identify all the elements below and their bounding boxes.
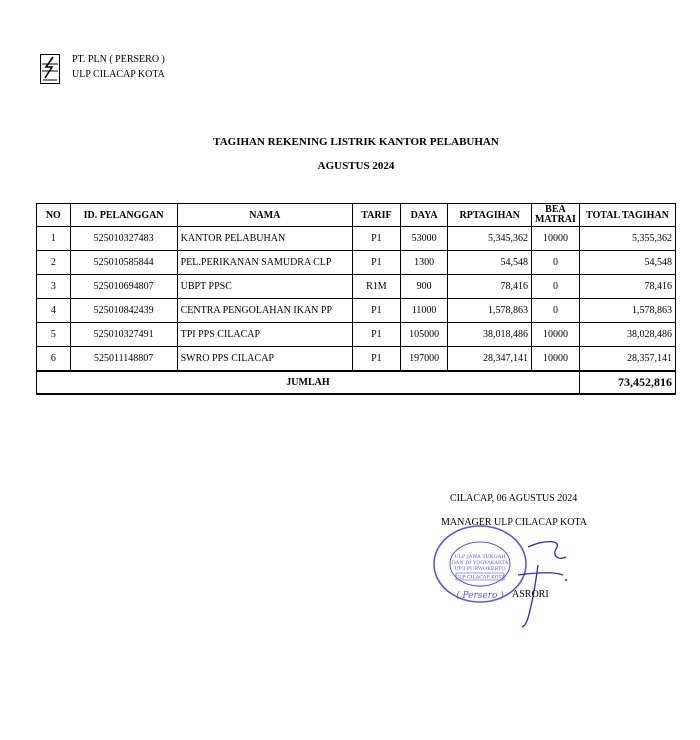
table-row xyxy=(37,275,676,299)
cell-bea: 0 xyxy=(531,251,579,275)
total-amount: 73,452,816 xyxy=(579,371,675,394)
header-nama: NAMA xyxy=(177,204,352,227)
total-label: JUMLAH xyxy=(37,371,580,394)
unit-name: ULP CILACAP KOTA xyxy=(72,69,165,80)
cell-tarif: P1 xyxy=(353,323,401,347)
svg-text:DAN DI YOGYAKARTA: DAN DI YOGYAKARTA xyxy=(451,560,509,566)
table-row xyxy=(37,227,676,251)
document-period: AGUSTUS 2024 xyxy=(317,160,395,172)
cell-tarif: R1M xyxy=(353,275,401,299)
cell-no: 2 xyxy=(37,251,71,275)
cell-rptagihan: 38,018,486 xyxy=(448,323,532,347)
cell-rptagihan: 28,347,141 xyxy=(448,347,532,372)
cell-bea: 0 xyxy=(531,275,579,299)
header-bea-line1: BEA xyxy=(545,204,566,215)
billing-table xyxy=(36,203,676,395)
cell-id: 525010327491 xyxy=(70,323,177,347)
header-id: ID. PELANGGAN xyxy=(70,204,177,227)
cell-total: 1,578,863 xyxy=(579,299,675,323)
cell-total: 38,028,486 xyxy=(579,323,675,347)
cell-nama: KANTOR PELABUHAN xyxy=(177,227,352,251)
cell-nama: UBPT PPSC xyxy=(177,275,352,299)
table-row xyxy=(37,347,676,372)
cell-id: 525010842439 xyxy=(70,299,177,323)
svg-text:( Persero ): ( Persero ) xyxy=(456,591,504,601)
header-bea-matrai xyxy=(531,204,579,227)
signature-name: ASRORI xyxy=(512,589,549,600)
cell-id: 525010585844 xyxy=(70,251,177,275)
header-no: NO xyxy=(37,204,71,227)
cell-no: 6 xyxy=(37,347,71,372)
svg-text:ULP JAWA TENGAH: ULP JAWA TENGAH xyxy=(454,554,506,560)
cell-id: 525010327483 xyxy=(70,227,177,251)
cell-tarif: P1 xyxy=(353,227,401,251)
company-name: PT. PLN ( PERSERO ) xyxy=(72,54,165,65)
cell-rptagihan: 5,345,362 xyxy=(448,227,532,251)
cell-no: 3 xyxy=(37,275,71,299)
cell-nama: PEL.PERIKANAN SAMUDRA CLP xyxy=(177,251,352,275)
header-rptagihan: RPTAGIHAN xyxy=(448,204,532,227)
header-daya: DAYA xyxy=(400,204,448,227)
cell-bea: 10000 xyxy=(531,227,579,251)
table-row xyxy=(37,251,676,275)
svg-text:UP3 PURWOKERTO: UP3 PURWOKERTO xyxy=(454,566,506,572)
signature-place-date: CILACAP, 06 AGUSTUS 2024 xyxy=(450,493,578,504)
handwritten-signature-icon xyxy=(508,535,588,630)
cell-bea: 10000 xyxy=(531,323,579,347)
cell-total: 5,355,362 xyxy=(579,227,675,251)
cell-daya: 1300 xyxy=(400,251,448,275)
cell-daya: 900 xyxy=(400,275,448,299)
cell-nama: CENTRA PENGOLAHAN IKAN PP xyxy=(177,299,352,323)
svg-text:ULP CILACAP KOTA: ULP CILACAP KOTA xyxy=(455,575,505,581)
cell-daya: 197000 xyxy=(400,347,448,372)
header-tarif: TARIF xyxy=(353,204,401,227)
table-row xyxy=(37,299,676,323)
cell-no: 1 xyxy=(37,227,71,251)
cell-nama: SWRO PPS CILACAP xyxy=(177,347,352,372)
total-row xyxy=(37,371,676,394)
cell-id: 525010694807 xyxy=(70,275,177,299)
signature-position: MANAGER ULP CILACAP KOTA xyxy=(441,517,587,528)
table-row xyxy=(37,323,676,347)
cell-total: 54,548 xyxy=(579,251,675,275)
cell-daya: 11000 xyxy=(400,299,448,323)
cell-total: 78,416 xyxy=(579,275,675,299)
cell-bea: 0 xyxy=(531,299,579,323)
cell-no: 4 xyxy=(37,299,71,323)
company-header xyxy=(72,52,165,82)
table-header-row xyxy=(37,204,676,227)
cell-rptagihan: 54,548 xyxy=(448,251,532,275)
cell-no: 5 xyxy=(37,323,71,347)
cell-daya: 105000 xyxy=(400,323,448,347)
document-title: TAGIHAN REKENING LISTRIK KANTOR PELABUHAN xyxy=(213,136,499,148)
header-bea-line2: MATRAI xyxy=(534,214,576,225)
cell-tarif: P1 xyxy=(353,347,401,372)
header-total: TOTAL TAGIHAN xyxy=(579,204,675,227)
cell-tarif: P1 xyxy=(353,251,401,275)
cell-rptagihan: 78,416 xyxy=(448,275,532,299)
cell-total: 28,357,141 xyxy=(579,347,675,372)
cell-bea: 10000 xyxy=(531,347,579,372)
cell-rptagihan: 1,578,863 xyxy=(448,299,532,323)
cell-daya: 53000 xyxy=(400,227,448,251)
cell-id: 525011148807 xyxy=(70,347,177,372)
cell-nama: TPI PPS CILACAP xyxy=(177,323,352,347)
pln-logo-icon xyxy=(40,54,60,84)
cell-tarif: P1 xyxy=(353,299,401,323)
